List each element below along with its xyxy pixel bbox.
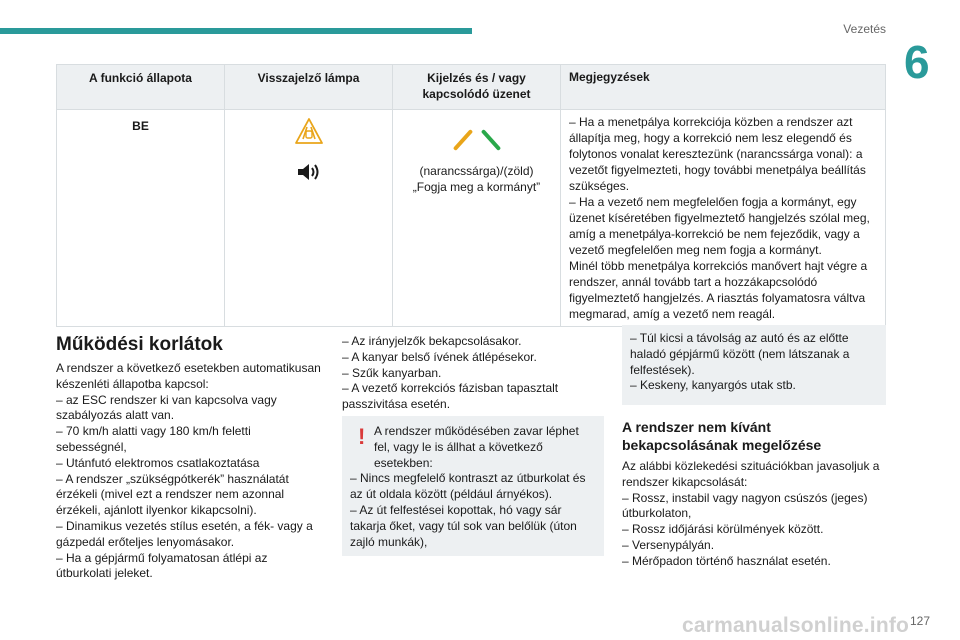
list-item: – Rossz időjárási körülmények között. [622,522,824,537]
list-item: – Utánfutó elektromos csatlakoztatása [56,455,260,470]
limits-column-2 [342,334,604,413]
table-header: A funkció állapota [57,65,225,110]
list-item: – Versenypályán. [622,537,715,552]
warning-box [342,416,604,556]
list-item: – Ha a gépjármű folyamatosan átlépi az útburkolati jeleket. [56,550,268,581]
table-row [57,110,886,327]
warning-icon: ! [358,424,366,449]
list-item: – Rossz, instabil vagy nagyon csúszós (jeges) útburkolaton, [622,490,868,521]
list-item: – az ESC rendszer ki van kapcsolva vagy szabályozás alatt van. [56,392,277,423]
orange-lane-line [452,129,472,151]
display-cell [393,110,561,327]
list-item: – A rendszer „szükségpótkerék” használatát érzékeli (mivel ezt a rendszer nem azonnal érzékeli, ajánlott ilyenkor kikapcsolni). [56,471,289,518]
list-item: – 70 km/h alatti vagy 180 km/h feletti sebességnél, [56,424,251,454]
section-title: Vezetés [843,22,886,36]
list-item: – A kanyar belső ívének átlépésekor. [342,349,537,364]
list-item: – Az irányjelzők bekapcsolásakor. [342,334,522,348]
limits-column [56,361,324,582]
notes-cell [561,110,886,327]
list-item: – Mérőpadon történő használat esetén. [622,553,831,568]
info-box [622,325,886,405]
page-number: 127 [909,614,930,628]
paragraph: Az alábbi közlekedési szituációkban javasoljuk a rendszer kikapcsolását: [622,459,880,489]
note-text: Minél több menetpálya korrekciós manővert hajt végre a rendszer, annál tovább tart a hozzákapcsolódó figyelmeztető hangjelzés. A riasztás folyamatosra váltva megmarad, amíg a vezető nem reagál. [569,259,868,321]
lamp-cell [225,110,393,327]
list-item: – Az út felfestései kopottak, hó vagy sár takarja őket, vagy túl sok van belőlük (úton zajló munkák), [350,502,577,549]
function-status-table [56,64,886,327]
table-header: Megjegyzések [561,65,886,110]
list-item: – Túl kicsi a távolság az autó és az előtte haladó gépjármű között (nem látszanak a felfestések). [630,331,850,377]
section-heading: Működési korlátok [56,334,223,355]
table-header: Kijelzés és / vagy kapcsolódó üzenet [393,65,561,110]
table-header-row [57,65,886,110]
subsection-heading: A rendszer nem kívánt bekapcsolásának megelőzése [622,419,822,453]
lane-lines-indicator [394,127,559,153]
display-message: „Fogja meg a kormányt” [412,180,541,194]
speaker-icon [296,161,322,183]
chapter-number: 6 [904,36,930,88]
lane-keep-warning-icon [294,117,324,147]
display-colors: (narancssárga)/(zöld) [419,164,534,178]
top-accent-bar [0,28,472,34]
note-text: – Ha a vezető nem megfelelően fogja a kormányt, egy üzenet kíséretében figyelmeztető hangjelzés szólal meg, amíg a menetpálya-korrekció be nem fejeződik, vagy a vezető megfelelően meg nem fogja a kormányt. [569,195,870,257]
table-header: Visszajelző lámpa [225,65,393,110]
state-cell: BE [57,110,225,327]
green-lane-line [480,129,500,151]
list-item: – A vezető korrekciós fázisban tapasztalt passzivitása esetén. [342,381,559,412]
watermark: carmanualsonline.info [682,614,910,637]
list-item: – Nincs megfelelő kontraszt az útburkolat és az út oldala között (például árnyékos). [350,471,586,502]
list-item: – Dinamikus vezetés stílus esetén, a fék- vagy a gázpedál erőteljes lenyomásakor. [56,518,313,549]
note-text: – Ha a menetpálya korrekciója közben a rendszer azt állapítja meg, hogy a korrekció nem lesz elegendő és folytonos vonalat keresztezünk (narancssárga vonal): a vezetőt figyelmezteti, hogy további menetpálya beállítás szükséges. [569,115,866,193]
list-item: – Szűk kanyarban. [342,365,442,380]
list-item: – Keskeny, kanyargós utak stb. [630,378,796,393]
warning-intro: A rendszer működésében zavar léphet fel, vagy le is állhat a következő esetekben: [374,424,579,470]
paragraph: A rendszer a következő esetekben automatikusan készenléti állapotba kapcsol: [56,361,321,391]
prevention-column [622,459,886,570]
